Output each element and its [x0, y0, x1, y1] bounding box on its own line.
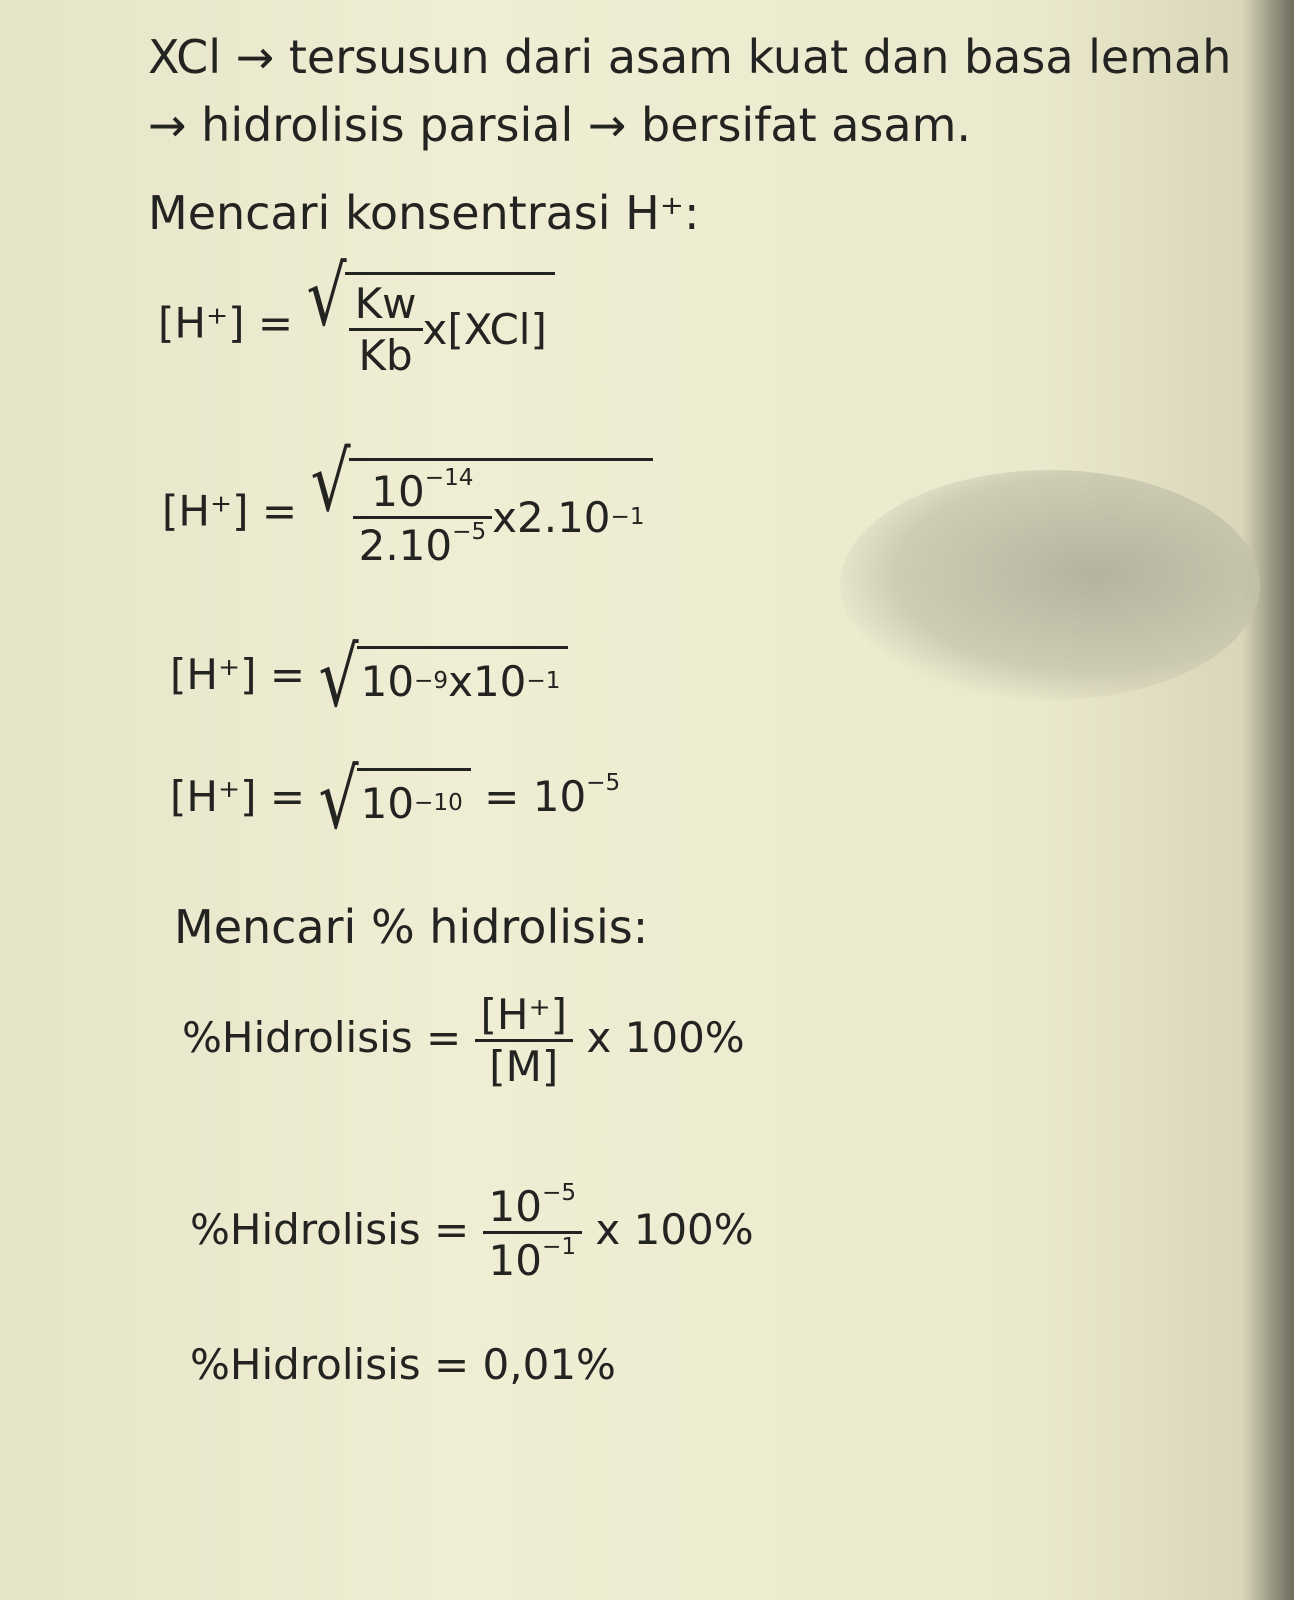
equation-pct-3: %Hidrolisis = 0,01% — [190, 1340, 616, 1389]
page-stain — [840, 470, 1260, 700]
intro-line-2: → hidrolisis parsial → bersifat asam. — [148, 98, 972, 152]
equation-pct-1: %Hidrolisis = $\frac{[H^+]}{[M]}$ x 100% — [182, 990, 745, 1091]
intro-line-1: XCl → tersusun dari asam kuat dan basa lemah — [148, 30, 1232, 84]
fraction-kw-value: $\frac{10^{-14}}{2.10^{-5}}$ — [353, 465, 493, 570]
equation-h-4: [H⁺] = √ 10 −10 = $10^{-5}$ — [170, 752, 621, 847]
heading-hidrolisis: Mencari % hidrolisis: — [174, 900, 649, 954]
sqrt-symbol: √ $\frac{Kw}{Kb}$ x[XCl] — [306, 272, 554, 380]
eq1-lhs: [H⁺] = — [158, 298, 294, 348]
fraction-h-m: $\frac{[H^+]}{[M]}$ — [475, 990, 574, 1091]
equation-h-3: [H⁺] = √ 10 −9 x10 −1 — [170, 646, 568, 709]
equation-h-1 — [158, 249, 555, 380]
equation-h-2: [H⁺] = √ $\frac{10^{-14}}{2.10^{-5}}$ x2.10 −1 — [162, 458, 653, 570]
heading-konsentrasi: Mencari konsentrasi H⁺: — [148, 186, 700, 240]
fraction-pct-values: $\frac{10^{-5}}{10^{-1}}$ — [483, 1180, 583, 1285]
equation-pct-2: %Hidrolisis = $\frac{10^{-5}}{10^{-1}}$ x 100% — [190, 1180, 754, 1285]
eq1-rest: x[XCl] — [422, 305, 547, 354]
fraction-kw-kb: $\frac{Kw}{Kb}$ — [349, 279, 423, 380]
